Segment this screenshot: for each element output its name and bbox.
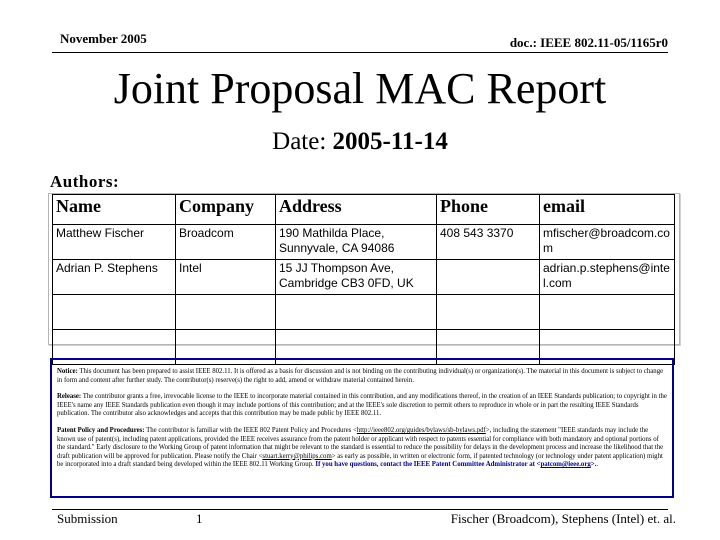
chair-email-link[interactable]: stuart.kerry@philips.com	[262, 452, 332, 460]
notice-paragraph	[57, 368, 668, 385]
patent-text: >, including the statement "IEEE standards may include the known use of patent(s), including patent applications, provided the IEEE receives assurance from the patent holder or applicant with respect to patents essential for compliance with both mandatory and optional portions of the standard." Early disclosure to the Working Group of patent information that might be relevant to the standard is essential to reduce the possibility for delays in the development process and increase the likelihood that the draft publication will be approved for publication. Please notify the Chair <	[57, 426, 664, 460]
patent-paragraph	[57, 427, 668, 470]
notice-label: Notice:	[57, 368, 78, 375]
table-cell	[276, 295, 437, 330]
closing-period: .	[596, 461, 599, 469]
footer-rule	[52, 509, 668, 510]
header-doc-id: doc.: IEEE 802.11-05/1165r0	[509, 35, 668, 50]
footer-authors: Fischer (Broadcom), Stephens (Intel) et. al.	[450, 511, 676, 526]
slide-title: Joint Proposal MAC Report	[113, 64, 607, 113]
table-cell	[437, 295, 540, 330]
table-cell: 408 543 3370	[437, 225, 540, 260]
header-date: November 2005	[60, 31, 147, 46]
date-line	[0, 128, 720, 156]
table-cell: Matthew Fischer	[53, 225, 176, 260]
table-row	[53, 295, 675, 330]
notice-box	[50, 358, 674, 498]
table-cell: 15 JJ Thompson Ave, Cambridge CB3 0FD, UK	[276, 260, 437, 295]
column-header: email	[540, 195, 675, 225]
release-label: Release:	[57, 393, 82, 401]
column-header: Name	[53, 195, 176, 225]
column-header: Phone	[437, 195, 540, 225]
questions-end: >.	[590, 461, 597, 469]
table-cell	[437, 260, 540, 295]
table-cell: Adrian P. Stephens	[53, 260, 176, 295]
date-label: Date:	[272, 128, 327, 155]
column-header: Company	[176, 195, 276, 225]
table-cell: mfischer@broadcom.com	[540, 225, 675, 260]
table-cell	[176, 295, 276, 330]
release-text: The contributor grants a free, irrevocable license to the IEEE to incorporate material contained in this contribution, and any modifications thereof, in the creation of an IEEE Standards publication; to copyright in the IEEE's name any IEEE Standards publication even though it may include portions of this contribution; and at the IEEE's sole discretion to permit others to reproduce in whole or in part the resulting IEEE Standards publication. The contributor also acknowledges and accepts that this contribution may be made public by IEEE 802.11.	[57, 393, 667, 418]
date-value: 2005-11-14	[332, 128, 448, 155]
table-cell: Broadcom	[176, 225, 276, 260]
footer-submission: Submission	[57, 511, 118, 526]
questions-text: If you have questions, contact the IEEE Patent Committee Administrator at <	[315, 461, 541, 469]
notice-text: This document has been prepared to assist IEEE 802.11. It is offered as a basis for discussion and is not binding on the contributing individual(s) or organization(s). The material in this document is subject to change in form and content after further study. The contributor(s) reserve(s) the right to add, amend or withdraw material contained herein.	[57, 368, 664, 384]
admin-email-link[interactable]: patcom@ieee.org	[540, 461, 591, 469]
table-cell: Intel	[176, 260, 276, 295]
authors-heading: Authors:	[50, 172, 120, 191]
authors-table	[52, 194, 675, 365]
header-rule	[52, 52, 668, 53]
patent-label: Patent Policy and Procedures:	[57, 426, 145, 434]
patent-policy-link[interactable]: http://ieee802.org/guides/bylaws/sb-bylaws.pdf	[356, 426, 486, 434]
table-row	[53, 225, 675, 260]
page-number: 1	[196, 511, 203, 526]
table-cell: 190 Mathilda Place, Sunnyvale, CA 94086	[276, 225, 437, 260]
table-cell	[540, 295, 675, 330]
release-paragraph	[57, 393, 668, 419]
column-header: Address	[276, 195, 437, 225]
patent-text: The contributor is familiar with the IEEE 802 Patent Policy and Procedures <	[146, 426, 357, 434]
table-cell: adrian.p.stephens@intel.com	[540, 260, 675, 295]
table-row	[53, 260, 675, 295]
table-cell	[53, 295, 176, 330]
patent-text: > as early as possible, in written or electronic form, if patented technology (or technology under patent application) might be incorporated into a draft standard being developed within the IEEE 802.11 Working Group.	[57, 452, 663, 469]
table-header-row	[53, 195, 675, 225]
